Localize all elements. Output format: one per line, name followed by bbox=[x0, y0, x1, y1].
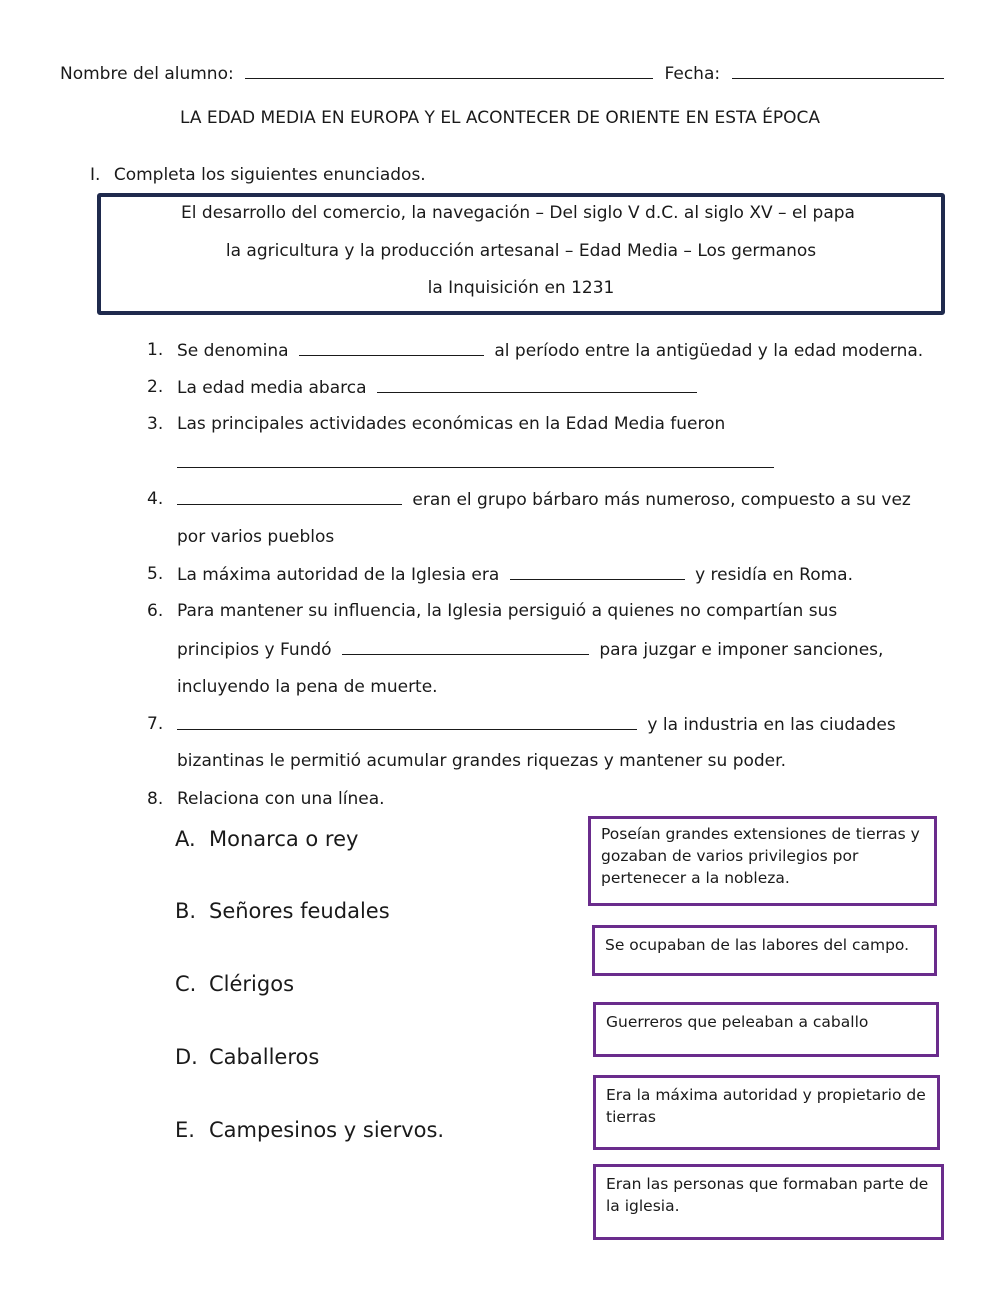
question-4 bbox=[177, 488, 911, 511]
date-label: Fecha: bbox=[664, 64, 721, 84]
question-text: y residía en Roma. bbox=[695, 565, 854, 585]
match-term: Señores feudales bbox=[209, 899, 390, 923]
match-letter: A. bbox=[175, 827, 196, 851]
answer-blank-7[interactable] bbox=[177, 713, 637, 730]
question-text: Se denomina bbox=[177, 341, 289, 361]
question-3: Las principales actividades económicas en la Edad Media fueron bbox=[177, 414, 726, 434]
question-5 bbox=[177, 563, 853, 586]
match-item-a[interactable] bbox=[175, 826, 358, 852]
match-definition-box[interactable]: Era la máxima autoridad y propietario de tierras bbox=[593, 1075, 940, 1150]
question-2 bbox=[177, 376, 697, 399]
page-title: LA EDAD MEDIA EN EUROPA Y EL ACONTECER DE ORIENTE EN ESTA ÉPOCA bbox=[180, 108, 820, 128]
question-6-line-2 bbox=[177, 638, 883, 661]
question-text: para juzgar e imponer sanciones, bbox=[599, 640, 884, 660]
match-definition-box[interactable]: Poseían grandes extensiones de tierras y gozaban de varios privilegios por pertenecer a la nobleza. bbox=[588, 816, 937, 906]
match-item-b[interactable] bbox=[175, 898, 390, 924]
match-term: Campesinos y siervos. bbox=[209, 1118, 445, 1142]
question-text: La máxima autoridad de la Iglesia era bbox=[177, 565, 500, 585]
student-name-row bbox=[60, 62, 944, 85]
word-bank-line-3: la Inquisición en 1231 bbox=[427, 278, 615, 298]
word-bank bbox=[97, 193, 945, 315]
question-number: 8. bbox=[147, 789, 164, 809]
date-blank[interactable] bbox=[732, 62, 944, 79]
match-item-c[interactable] bbox=[175, 971, 294, 997]
question-text: al período entre la antigüedad y la edad moderna. bbox=[494, 341, 924, 361]
question-number: 2. bbox=[147, 377, 164, 397]
question-8: Relaciona con una línea. bbox=[177, 789, 385, 809]
question-7-continued: bizantinas le permitió acumular grandes riquezas y mantener su poder. bbox=[177, 751, 786, 771]
section-heading bbox=[90, 164, 426, 186]
question-3-answer-row bbox=[177, 451, 774, 474]
word-bank-line-1: El desarrollo del comercio, la navegación – Del siglo V d.C. al siglo XV – el papa bbox=[181, 203, 855, 223]
question-6-line-3: incluyendo la pena de muerte. bbox=[177, 677, 438, 697]
section-instruction: Completa los siguientes enunciados. bbox=[113, 165, 426, 185]
match-term: Caballeros bbox=[209, 1045, 320, 1069]
match-definition-box[interactable]: Guerreros que peleaban a caballo bbox=[593, 1002, 939, 1057]
match-term: Clérigos bbox=[209, 972, 295, 996]
answer-blank-5[interactable] bbox=[510, 563, 685, 580]
question-number: 5. bbox=[147, 564, 164, 584]
question-7 bbox=[177, 713, 896, 736]
question-number: 1. bbox=[147, 340, 164, 360]
match-letter: B. bbox=[175, 899, 197, 923]
question-number: 7. bbox=[147, 714, 164, 734]
match-definition-box[interactable]: Eran las personas que formaban parte de la iglesia. bbox=[593, 1164, 944, 1240]
match-letter: C. bbox=[175, 972, 197, 996]
question-text: La edad media abarca bbox=[177, 378, 367, 398]
student-name-label: Nombre del alumno: bbox=[60, 64, 234, 84]
match-item-e[interactable] bbox=[175, 1117, 444, 1143]
question-number: 6. bbox=[147, 601, 164, 621]
match-letter: E. bbox=[175, 1118, 195, 1142]
question-number: 3. bbox=[147, 414, 164, 434]
answer-blank-2[interactable] bbox=[377, 376, 697, 393]
question-text: eran el grupo bárbaro más numeroso, compuesto a su vez bbox=[412, 490, 911, 510]
question-number: 4. bbox=[147, 489, 164, 509]
question-4-continued: por varios pueblos bbox=[177, 527, 335, 547]
match-definition-box[interactable]: Se ocupaban de las labores del campo. bbox=[592, 925, 937, 976]
match-item-d[interactable] bbox=[175, 1044, 319, 1070]
question-6: Para mantener su influencia, la Iglesia persiguió a quienes no compartían sus bbox=[177, 601, 838, 621]
match-letter: D. bbox=[175, 1045, 198, 1069]
student-name-blank[interactable] bbox=[245, 62, 653, 79]
section-numeral: I. bbox=[90, 165, 101, 185]
answer-blank-1[interactable] bbox=[299, 339, 484, 356]
match-term: Monarca o rey bbox=[209, 827, 359, 851]
question-text: y la industria en las ciudades bbox=[647, 715, 896, 735]
question-text: principios y Fundó bbox=[177, 640, 332, 660]
answer-blank-6[interactable] bbox=[342, 638, 589, 655]
answer-blank-4[interactable] bbox=[177, 488, 402, 505]
word-bank-line-2: la agricultura y la producción artesanal – Edad Media – Los germanos bbox=[225, 241, 817, 261]
answer-blank-3[interactable] bbox=[177, 451, 774, 468]
question-1 bbox=[177, 339, 923, 362]
